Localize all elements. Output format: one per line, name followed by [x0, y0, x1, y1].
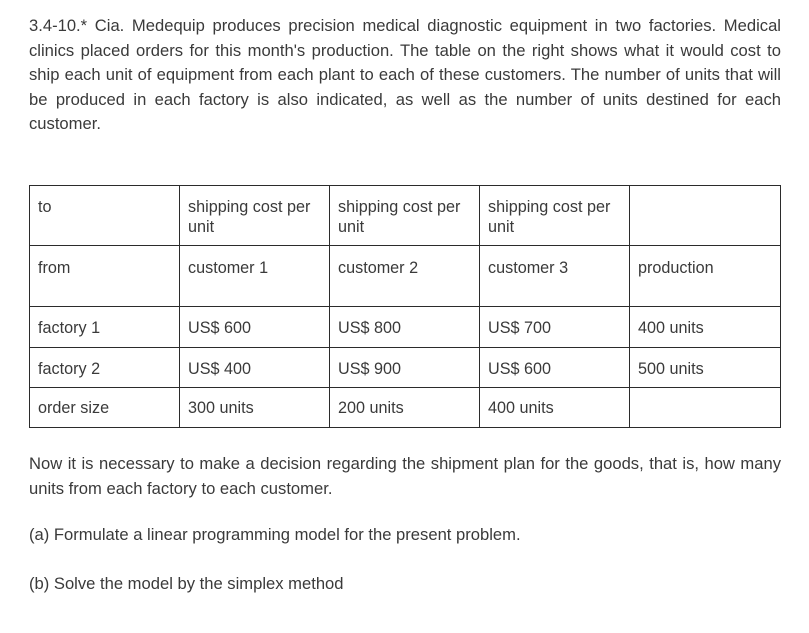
table-cell: 400 units	[480, 388, 630, 428]
table-cell: US$ 800	[330, 307, 480, 348]
table-cell: 300 units	[180, 388, 330, 428]
question-a: (a) Formulate a linear programming model for the present problem.	[29, 525, 521, 544]
table-cell	[630, 388, 781, 428]
table-cell	[630, 186, 781, 246]
table-cell: shipping cost per unit	[180, 186, 330, 246]
table-cell: order size	[30, 388, 180, 428]
table-cell: from	[30, 246, 180, 307]
table-row	[30, 348, 781, 388]
table-cell: customer 1	[180, 246, 330, 307]
table-cell: customer 3	[480, 246, 630, 307]
table-row	[30, 186, 781, 246]
table-cell: factory 1	[30, 307, 180, 348]
table-row	[30, 307, 781, 348]
table-cell: shipping cost per unit	[480, 186, 630, 246]
table-cell: US$ 900	[330, 348, 480, 388]
table-cell: US$ 600	[480, 348, 630, 388]
decision-paragraph: Now it is necessary to make a decision regarding the shipment plan for the goods, that is, how many units from each factory to each customer.	[29, 454, 781, 498]
table-cell: to	[30, 186, 180, 246]
problem-statement: 3.4-10.* Cia. Medequip produces precision medical diagnostic equipment in two factories. Medical clinics placed orders for this month's production. The table on the right shows what it would cost to ship each unit of equipment from each plant to each of these customers. The number of units that will be produced in each factory is also indicated, as well as the number of units destined for each customer.	[29, 16, 781, 133]
table-cell: 200 units	[330, 388, 480, 428]
table-cell: 500 units	[630, 348, 781, 388]
table-cell: production	[630, 246, 781, 307]
table-cell: US$ 400	[180, 348, 330, 388]
table-cell: US$ 700	[480, 307, 630, 348]
table-cell: customer 2	[330, 246, 480, 307]
shipping-cost-table	[29, 185, 781, 428]
question-b: (b) Solve the model by the simplex method	[29, 574, 344, 593]
table-cell: 400 units	[630, 307, 781, 348]
table-row	[30, 246, 781, 307]
table-row	[30, 388, 781, 428]
table-cell: US$ 600	[180, 307, 330, 348]
table-cell: shipping cost per unit	[330, 186, 480, 246]
table-cell: factory 2	[30, 348, 180, 388]
